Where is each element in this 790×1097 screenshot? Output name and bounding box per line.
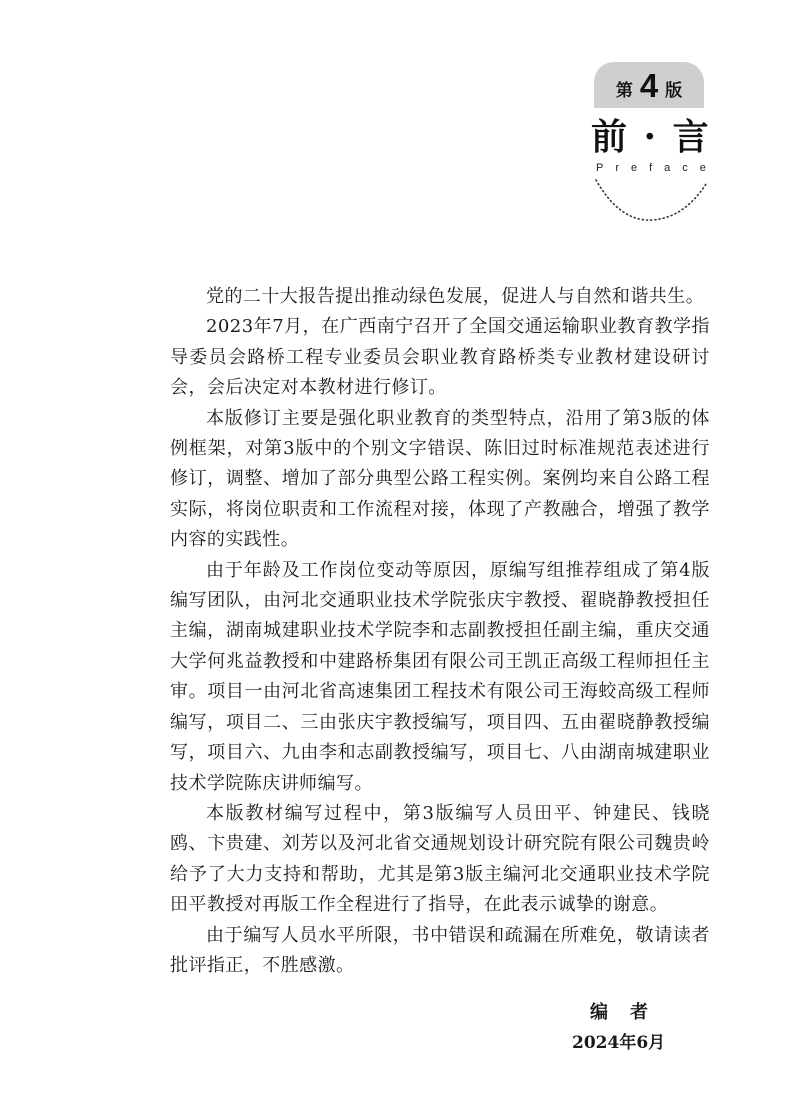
- page-title-english: Preface: [596, 162, 718, 174]
- edition-suffix: 版: [665, 81, 683, 100]
- signature-date: 2024年6月: [572, 1033, 666, 1053]
- edition-prefix: 第: [615, 81, 633, 100]
- page-title: 前 · 言: [591, 116, 711, 158]
- signature-author: 编者: [590, 1002, 670, 1023]
- preface-body: [170, 282, 710, 981]
- dotted-arc-decoration: [590, 170, 712, 225]
- paragraph-5: 本版教材编写过程中，第3版编写人员田平、钟建民、钱晓鸥、卞贵建、刘芳以及河北省交通规划设计研究院有限公司魏贵岭给予了大力支持和帮助，尤其是第3版主编河北交通职业技术学院田平教授对再版工作全程进行了指导，在此表示诚挚的谢意。: [170, 802, 710, 916]
- paragraph-1: 党的二十大报告提出推动绿色发展，促进人与自然和谐共生。: [206, 286, 705, 307]
- edition-tab: [594, 62, 704, 108]
- paragraph-4: 由于年龄及工作岗位变动等原因，原编写组推荐组成了第4版编写团队，由河北交通职业技术学院张庆宇教授、翟晓静教授担任主编，湖南城建职业技术学院李和志副教授担任副主编，重庆交通大学何兆益教授和中建路桥集团有限公司王凯正高级工程师担任主审。项目一由河北省高速集团工程技术有限公司王海蛟高级工程师编写，项目二、三由张庆宇教授编写，项目四、五由翟晓静教授编写，项目六、九由李和志副教授编写，项目七、八由湖南城建职业技术学院陈庆讲师编写。: [170, 559, 710, 794]
- edition-number: 4: [639, 67, 659, 104]
- paragraph-2: 2023年7月，在广西南宁召开了全国交通运输职业教育教学指导委员会路桥工程专业委员会职业教育路桥类专业教材建设研讨会，会后决定对本教材进行修订。: [170, 316, 710, 399]
- paragraph-3: 本版修订主要是强化职业教育的类型特点，沿用了第3版的体例框架，对第3版中的个别文字错误、陈旧过时标准规范表述进行修订，调整、增加了部分典型公路工程实例。案例均来自公路工程实际，将岗位职责和工作流程对接，体现了产教融合，增强了教学内容的实践性。: [170, 407, 710, 551]
- paragraph-6: 由于编写人员水平所限，书中错误和疏漏在所难免，敬请读者批评指正，不胜感激。: [170, 924, 710, 976]
